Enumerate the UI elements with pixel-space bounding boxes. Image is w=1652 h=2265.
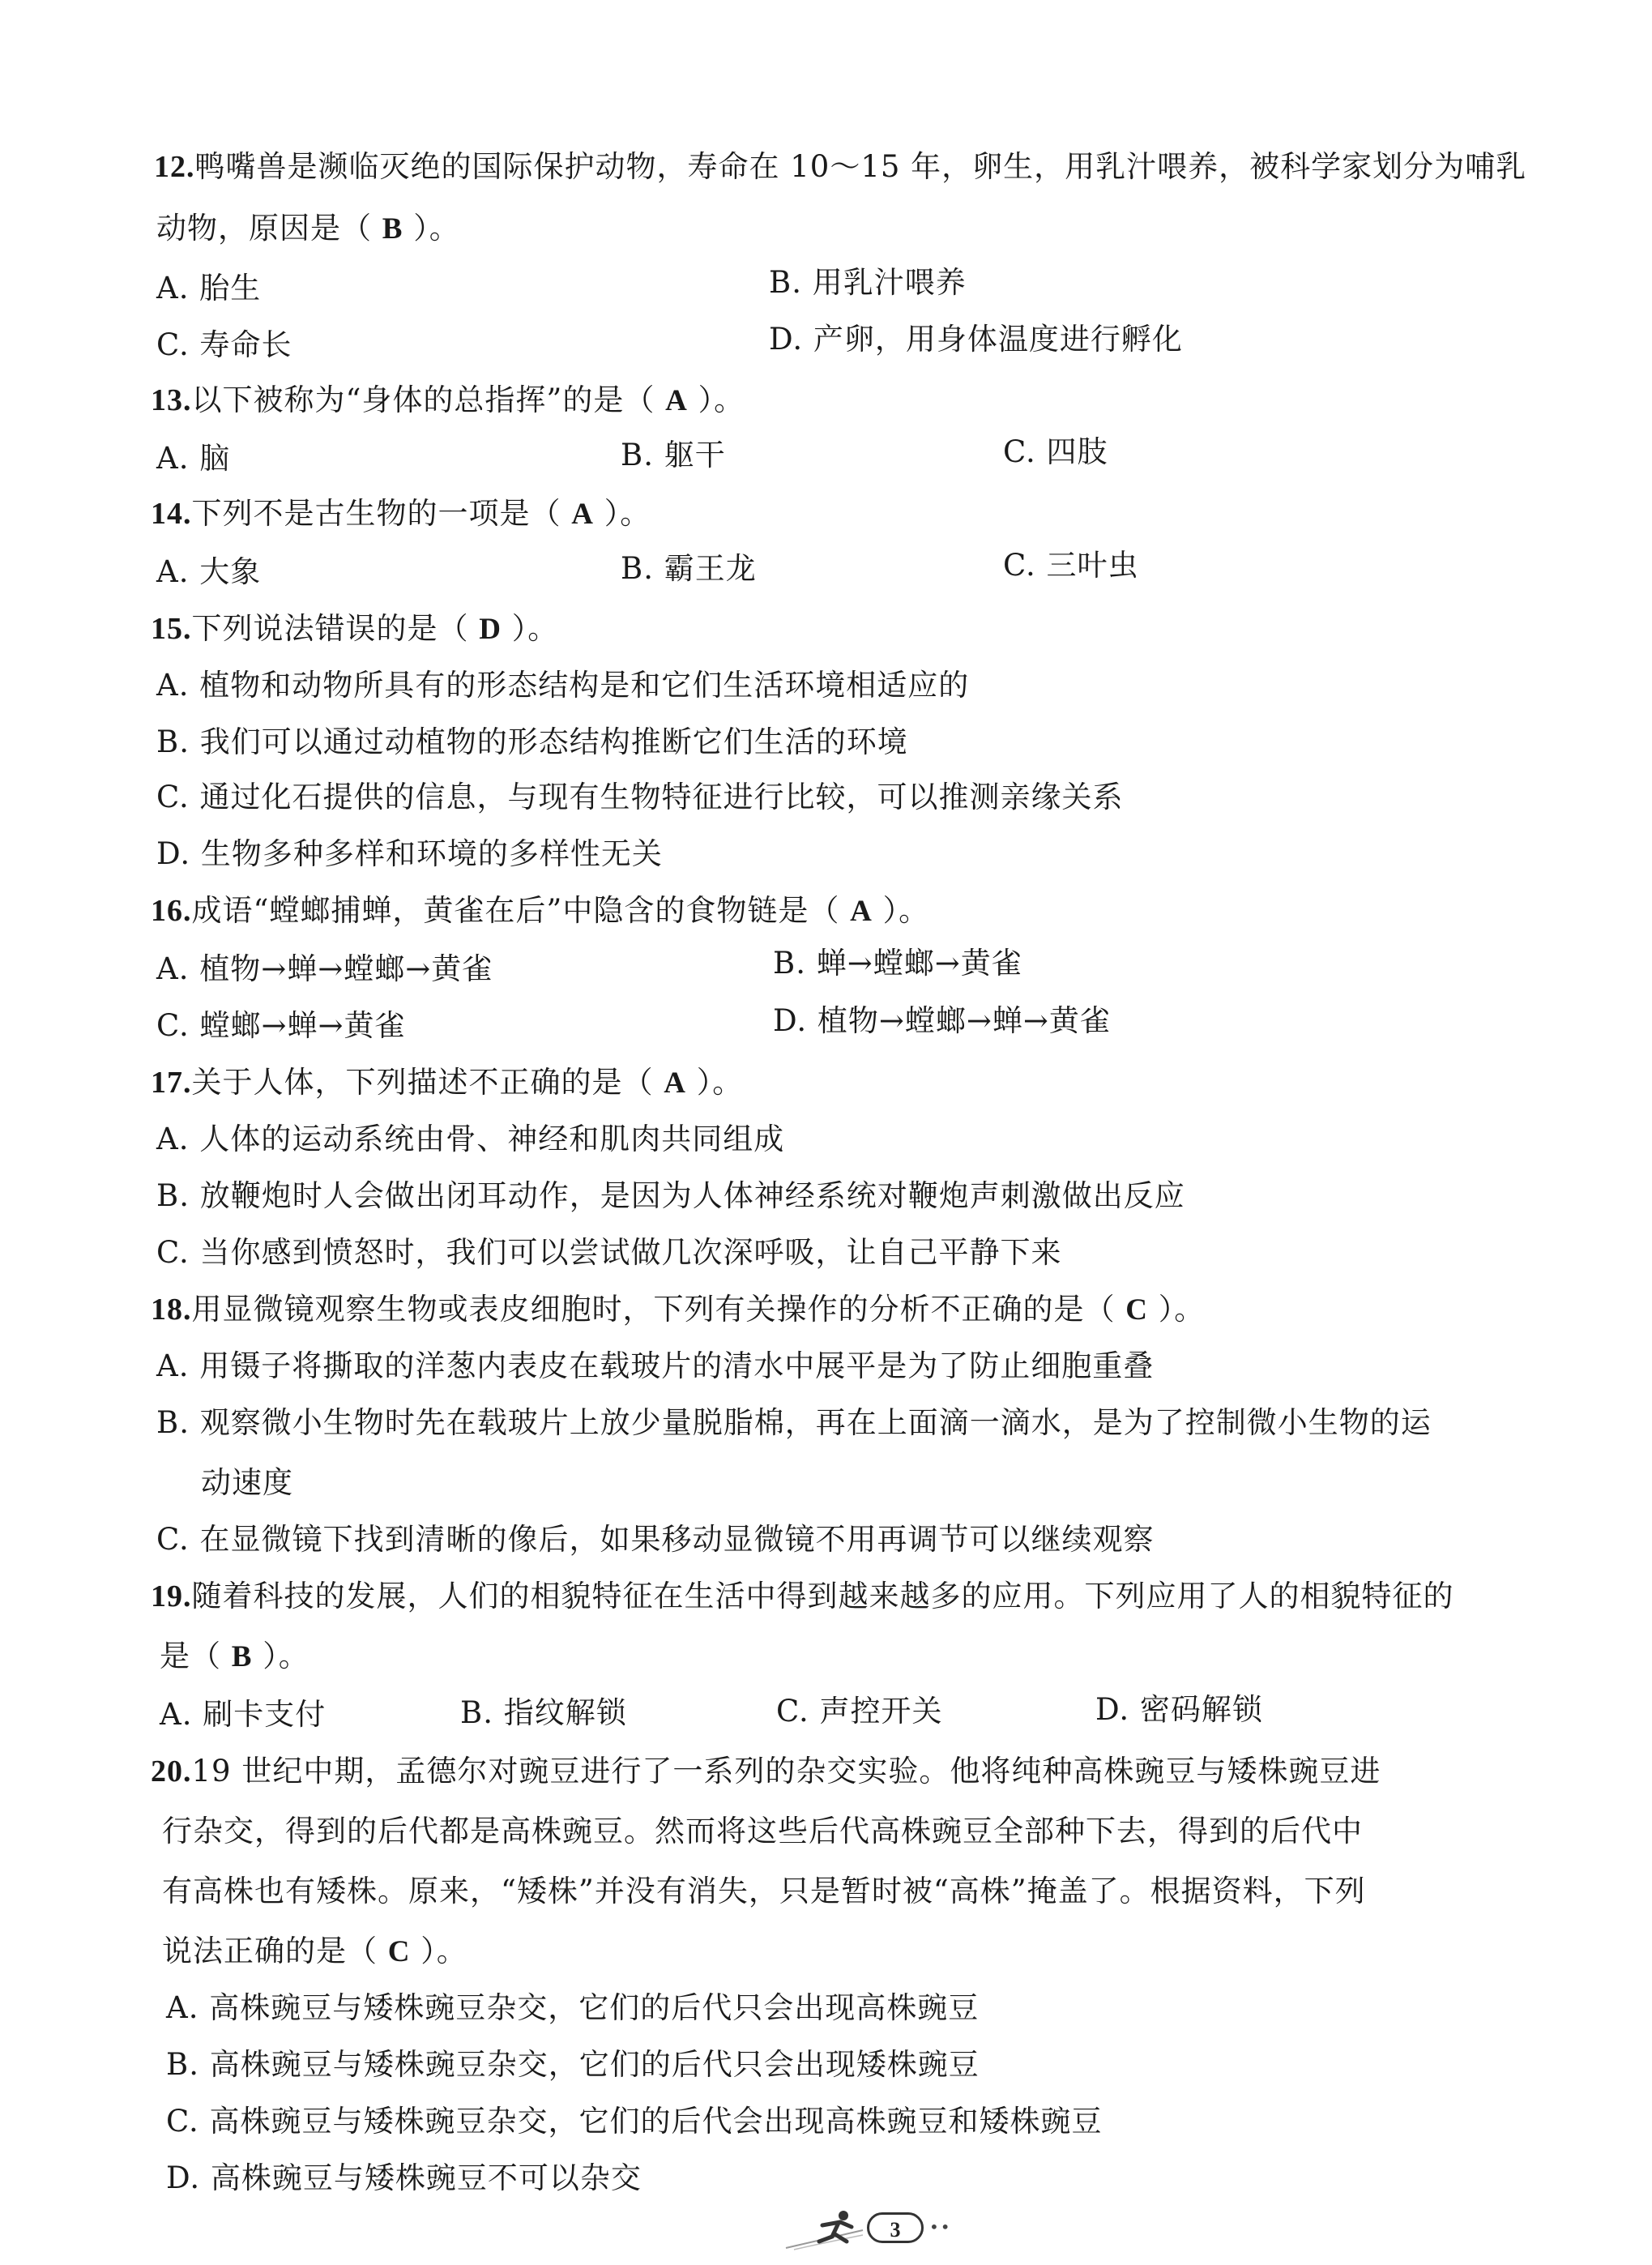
footer-dots: ••	[929, 2217, 952, 2237]
question-19-option-d: D. 密码解锁	[1095, 1692, 1263, 1727]
question-12-stem-line-1: 12.鸭嘴兽是濒临灭绝的国际保护动物，寿命在 10～15 年，卵生，用乳汁喂养，被科学家划分为哺乳	[154, 149, 1527, 184]
question-12-option-d: D. 产卵，用身体温度进行孵化	[769, 322, 1183, 357]
question-12-option-a: A. 胎生	[156, 271, 262, 306]
question-13-option-a: A. 脑	[156, 441, 231, 476]
answer-mark: A	[850, 895, 873, 928]
question-15-option-b: B. 我们可以通过动植物的形态结构推断它们生活的环境	[156, 724, 908, 759]
question-17-stem: 17.关于人体，下列描述不正确的是（ A ）。	[151, 1065, 744, 1100]
question-number: 12.	[154, 150, 195, 184]
answer-mark: B	[382, 212, 403, 246]
question-14-option-a: A. 大象	[156, 554, 262, 589]
question-16-option-c: C. 螳螂→蝉→黄雀	[156, 1008, 406, 1043]
question-19-option-b: B. 指纹解锁	[460, 1695, 627, 1730]
question-14-option-c: C. 三叶虫	[1003, 548, 1139, 583]
question-17-option-c: C. 当你感到愤怒时，我们可以尝试做几次深呼吸，让自己平静下来	[156, 1235, 1062, 1270]
answer-mark: C	[1125, 1293, 1148, 1327]
question-18-option-c: C. 在显微镜下找到清晰的像后，如果移动显微镜不用再调节可以继续观察	[156, 1522, 1155, 1557]
question-15-stem: 15.下列说法错误的是（ D ）。	[151, 611, 559, 646]
question-18-option-b: B. 观察微小生物时先在载玻片上放少量脱脂棉，再在上面滴一滴水，是为了控制微小生物的运	[156, 1405, 1432, 1440]
question-16-option-a: A. 植物→蝉→螳螂→黄雀	[156, 951, 493, 986]
question-19-stem-line-2: 是（ B ）。	[160, 1639, 309, 1673]
question-18-stem: 18.用显微镜观察生物或表皮细胞时，下列有关操作的分析不正确的是（ C ）。	[151, 1292, 1206, 1327]
question-16-stem: 16.成语“螳螂捕蝉，黄雀在后”中隐含的食物链是（ A ）。	[151, 893, 930, 928]
question-13-option-b: B. 躯干	[621, 438, 726, 472]
answer-mark: A	[571, 498, 594, 531]
question-20-stem-line-2: 行杂交，得到的后代都是高株豌豆。然而将这些后代高株豌豆全部种下去，得到的后代中	[162, 1814, 1363, 1848]
question-19-option-a: A. 刷卡支付	[160, 1697, 327, 1732]
question-15-option-c: C. 通过化石提供的信息，与现有生物特征进行比较，可以推测亲缘关系	[156, 780, 1124, 814]
question-20-option-c: C. 高株豌豆与矮株豌豆杂交，它们的后代会出现高株豌豆和矮株豌豆	[166, 2104, 1103, 2139]
question-20-option-d: D. 高株豌豆与矮株豌豆不可以杂交	[166, 2160, 642, 2195]
answer-mark: D	[479, 613, 502, 646]
page-footer	[782, 2206, 992, 2254]
question-17-option-b: B. 放鞭炮时人会做出闭耳动作，是因为人体神经系统对鞭炮声刺激做出反应	[156, 1178, 1185, 1213]
question-20-stem-line-1: 20.19 世纪中期，孟德尔对豌豆进行了一系列的杂交实验。他将纯种高株豌豆与矮株豌豆进	[151, 1754, 1381, 1788]
question-20-option-a: A. 高株豌豆与矮株豌豆杂交，它们的后代只会出现高株豌豆	[166, 1990, 980, 2025]
question-20-stem-line-4: 说法正确的是（ C ）。	[162, 1934, 467, 1968]
question-13-option-c: C. 四肢	[1003, 434, 1108, 469]
answer-mark: A	[664, 1066, 686, 1100]
question-12-stem-line-2: 动物，原因是（ B ）。	[156, 211, 460, 246]
question-20-option-b: B. 高株豌豆与矮株豌豆杂交，它们的后代只会出现矮株豌豆	[166, 2047, 980, 2082]
question-19-stem-line-1: 19.随着科技的发展，人们的相貌特征在生活中得到越来越多的应用。下列应用了人的相貌特征的	[151, 1579, 1454, 1613]
answer-mark: A	[665, 384, 688, 417]
question-14-option-b: B. 霸王龙	[621, 551, 757, 586]
answer-mark: C	[387, 1935, 411, 1968]
page-number: 3	[867, 2212, 924, 2243]
question-16-option-d: D. 植物→螳螂→蝉→黄雀	[773, 1003, 1111, 1038]
question-17-option-a: A. 人体的运动系统由骨、神经和肌肉共同组成	[156, 1122, 785, 1156]
runner-logo-icon	[782, 2206, 871, 2254]
question-18-option-a: A. 用镊子将撕取的洋葱内表皮在载玻片的清水中展平是为了防止细胞重叠	[156, 1348, 1155, 1383]
question-15-option-a: A. 植物和动物所具有的形态结构是和它们生活环境相适应的	[156, 668, 970, 703]
question-16-option-b: B. 蝉→螳螂→黄雀	[773, 946, 1022, 981]
question-12-option-c: C. 寿命长	[156, 327, 292, 362]
question-14-stem: 14.下列不是古生物的一项是（ A ）。	[151, 496, 651, 531]
answer-mark: B	[231, 1640, 253, 1673]
question-15-option-d: D. 生物多种多样和环境的多样性无关	[156, 836, 663, 871]
question-18-option-b-continued: 动速度	[201, 1465, 293, 1500]
question-20-stem-line-3: 有高株也有矮株。原来，“矮株”并没有消失，只是暂时被“高株”掩盖了。根据资料，下列	[162, 1874, 1366, 1908]
question-13-stem: 13.以下被称为“身体的总指挥”的是（ A ）。	[151, 382, 745, 417]
question-12-option-b: B. 用乳汁喂养	[769, 265, 967, 300]
question-19-option-c: C. 声控开关	[776, 1694, 943, 1729]
